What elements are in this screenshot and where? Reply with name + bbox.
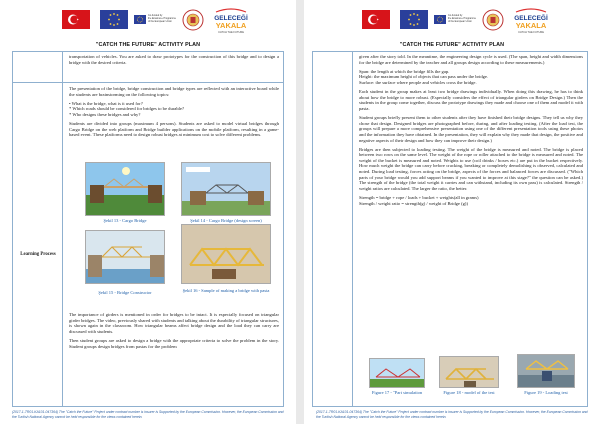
figure-caption: Şekil 16 - Sample of making a bridge with pasta — [182, 288, 270, 293]
footer-note: (2017-1-TR01-KA101-047364) The "Catch the Future" Project under contract number is insurer is Supported by the European Commission. However, the European Commission and the Turkish National Agency cannot be held responsible for the views contained herein. — [12, 410, 284, 419]
cofund-line: the Erasmus+ Programme — [148, 17, 176, 20]
definitions: Span: the length at which the bridge fills the gap. Height: the maximum height of objects that can pass under the bridge. Surface: the surface where people and vehicles cross the bridge. — [359, 68, 489, 85]
test-model-image — [439, 356, 499, 388]
logo-tag: CATCH THE FUTURE — [518, 31, 544, 34]
logo-bar — [0, 8, 296, 36]
figure-caption: Şekil 14 - Cargo Bridge (design screen) — [190, 218, 262, 223]
list-item: • What is the bridge, what is it used for? — [69, 100, 143, 106]
intro-text: transportation of vehicles. You are asked to draw prototypes for the construction of this bridge and to design a bridge with the desired criteria. — [69, 54, 279, 65]
girder-paragraphs — [69, 312, 279, 353]
logo-tag: CATCH THE FUTURE — [218, 31, 244, 34]
paragraph: Students are divided into groups (maximum 4 persons). Students are asked to model virtual bridges through Cargo Bridge on the web platform and Bridge builder applications on the mobile platform, resulting in a game-based event. These platforms need to design robust bridges at minimum cost to solve different problems. — [69, 121, 279, 138]
cofund-line: the Erasmus+ Programme — [448, 17, 476, 20]
formula: Strength = bridge + rope / loads + bucket + weights(all in grams) Strength / weight ratio = strength(g) / weight of Bridge (g)) — [359, 195, 479, 206]
cofund-line: of the European Union — [148, 20, 172, 23]
logo-sub: YAKALA — [215, 21, 247, 30]
logo-text: GELECEĞİ — [214, 15, 248, 22]
figure-caption: Şekil 13 - Cargo Bridge — [103, 218, 147, 223]
loading-test-image — [517, 354, 575, 388]
paragraph: Bridges are then subjected to loading testing. The weight of the bridge is measured and noted. The bridge is placed between two rows on the same level. The weight of the rope or roller attached to the bridge is measured and noted. The weight of the bucket is measured and noted. Weights to use (coil drinks / boxes etc.) are put in the bucket respectively. How much weight the bridge can carry before cracking, breaking or completely demolishing is observed, calculated and noted. During load testing, forces acting on the bridge, aspects of the forces and balanced forces are discussed. ("Which parts of your bridge would you add support beams if you wanted to improve at this stage?" the question can be asked.) The strength of the bridge (the total weight it carries and can withstand, including its own pass) is calculated. Strength / weight ratios are calculated. The larger the ratio, the better. — [359, 146, 583, 191]
catch-the-future-logo — [508, 8, 554, 34]
cofund-line: Co-funded by — [148, 14, 163, 17]
activity-table — [12, 51, 284, 407]
cargo-bridge-image — [85, 162, 165, 216]
list-item: * Who designs these bridges and why? — [69, 111, 141, 117]
part-simulation-image — [369, 358, 425, 388]
label-column — [313, 52, 353, 406]
paragraph: Then student groups are asked to design a bridge with the appropriate criteria to solve the problem in the story. Student groups design bridges from pastas for the problem — [69, 337, 279, 349]
paragraph: given after the story told. In the meantime, the engineering design cycle is used. (The span, height and width dimensions for the bridge are determined by the teacher and all groups design according to these measurements.) — [359, 54, 583, 65]
eu-flag-icon — [100, 10, 128, 29]
paragraph: Each student in the group makes at least two bridge drawings individually. When doing this drawing, he has to think about how the bridge to more robust. (Especially considers the effect of triangular girders on Bridge Design.) Then the students in the group come together, discuss the prototype drawings they made and choose one of them and model it with pasta. — [359, 89, 583, 111]
cofunded-logo — [434, 10, 476, 30]
cofund-line: of the European Union — [448, 20, 472, 23]
document-title: "CATCH THE FUTURE" ACTIVITY PLAN — [95, 42, 201, 48]
catch-the-future-logo — [208, 8, 254, 34]
design-paragraphs — [359, 54, 583, 210]
turkey-flag-icon — [362, 10, 390, 29]
section-label: Learning Process — [20, 252, 56, 257]
cofunded-logo — [134, 10, 176, 30]
left-page — [0, 0, 296, 424]
list-item: * Which roads should be considered for bridges to be durable? — [69, 106, 184, 112]
logo-sub: YAKALA — [515, 21, 547, 30]
figure-caption: Şekil 15 - Bridge Constructor — [98, 290, 152, 295]
figure-caption: Figure 18 - model of the test — [443, 390, 495, 395]
table-divider — [13, 82, 283, 83]
logo-text: GELECEĞİ — [514, 15, 548, 22]
paragraph: The presentation of the bridge, bridge construction and bridge types are reflected with an interactive board while the students are brainstorming on the following topics: — [69, 86, 279, 97]
right-page — [304, 0, 600, 424]
turkey-flag-icon — [62, 10, 90, 29]
activity-table — [312, 51, 588, 407]
paragraph: The importance of girders is mentioned in order for bridges to be intact. It is especially focused on triangular girder bridges. The video, previously shared with students and talking about the durability of triangular structures, is shown again in the classroom. How triangular beams affect bridge design and the load they can carry are discussed with students. — [69, 312, 279, 334]
page-gutter — [296, 0, 304, 424]
figure-caption: Figure 19 - Loading test — [524, 390, 568, 395]
school-seal-icon — [182, 8, 204, 34]
bridge-constructor-image — [85, 230, 165, 284]
cofund-line: Co-funded by — [448, 14, 463, 17]
logo-bar — [304, 8, 600, 36]
footer-note: (2017-1-TR01-KA101-047364) The "Catch the Future" Project under contract number is insurer is Supported by the European Commission. However, the European Commission and the Turkish National Agency cannot be held responsible for the views contained herein. — [316, 410, 588, 419]
figure-caption: Figure 17 - "Part simulation — [371, 390, 423, 395]
pasta-bridge-image — [181, 224, 271, 284]
cargo-bridge-design-image — [181, 162, 271, 216]
document-title: "CATCH THE FUTURE" ACTIVITY PLAN — [399, 42, 505, 48]
school-seal-icon — [482, 8, 504, 34]
label-column — [13, 52, 63, 406]
learning-paragraphs — [69, 86, 279, 142]
eu-flag-icon — [400, 10, 428, 29]
paragraph: Student groups briefly present them to other students after they have finished their bridge designs. They tell us why they chose that design. Designed bridges are photographed before, during, and after loading testing. (After the load test, the groups will prepare a more comprehensive presentation using one of the different presentation tools using these photos and the information they have obtained. In the presentation, they will explain why they made that design, the positive and negative aspects of their design and how they can improve their design.) — [359, 115, 583, 143]
